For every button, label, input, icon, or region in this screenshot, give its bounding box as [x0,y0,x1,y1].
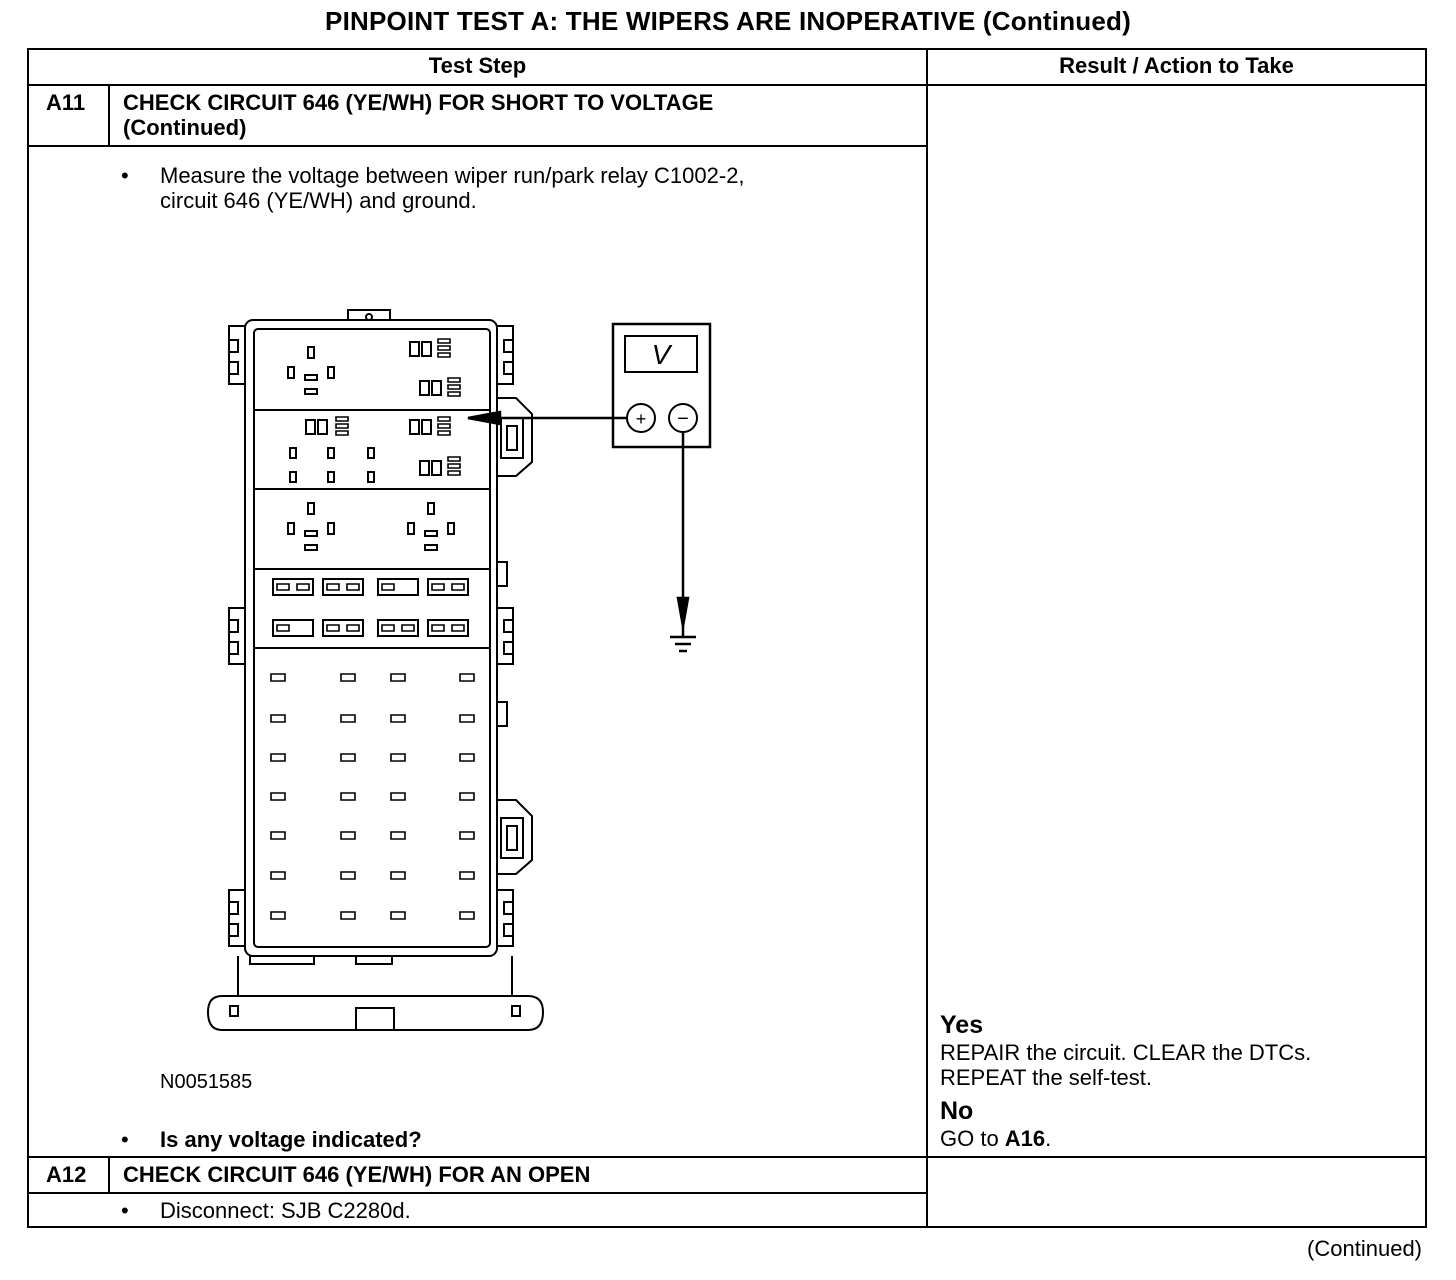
figure-id: N0051585 [160,1071,253,1093]
bullet: • [121,1198,129,1223]
yes-action-line-2: REPEAT the self-test. [940,1065,1152,1090]
bullet: • [121,1127,129,1152]
no-action [940,1126,1051,1151]
yes-label: Yes [940,1011,984,1039]
voltmeter-symbol: V [651,339,671,370]
page-title: PINPOINT TEST A: THE WIPERS ARE INOPERATIVE (Continued) [325,6,1131,36]
go-to-step-link: A16 [1004,1126,1046,1151]
column-header-result: Result / Action to Take [1059,53,1294,78]
ground-icon [670,626,696,651]
minus-terminal-icon: − [677,408,689,430]
instruction-a12: Disconnect: SJB C2280d. [160,1198,411,1223]
instruction-line-1: Measure the voltage between wiper run/park relay C1002-2, [160,163,745,188]
column-header-test-step: Test Step [428,53,527,78]
step-question: Is any voltage indicated? [160,1127,422,1152]
bullet: • [121,163,129,188]
continued-footer: (Continued) [1307,1236,1422,1261]
plus-terminal-icon: + [635,409,647,429]
step-heading-a11: CHECK CIRCUIT 646 (YE/WH) FOR SHORT TO VOLTAGE [123,90,714,115]
no-label: No [940,1097,974,1125]
no-action-suffix: . [1045,1126,1052,1151]
step-heading-a12: CHECK CIRCUIT 646 (YE/WH) FOR AN OPEN [123,1162,591,1187]
instruction-line-2: circuit 646 (YE/WH) and ground. [160,188,477,213]
no-action-prefix: GO to [940,1126,1005,1151]
step-id-a11: A11 [46,90,86,115]
yes-action-line-1: REPAIR the circuit. CLEAR the DTCs. [940,1040,1312,1065]
step-id-a12: A12 [46,1162,87,1187]
step-heading-a11-continued: (Continued) [123,115,247,140]
